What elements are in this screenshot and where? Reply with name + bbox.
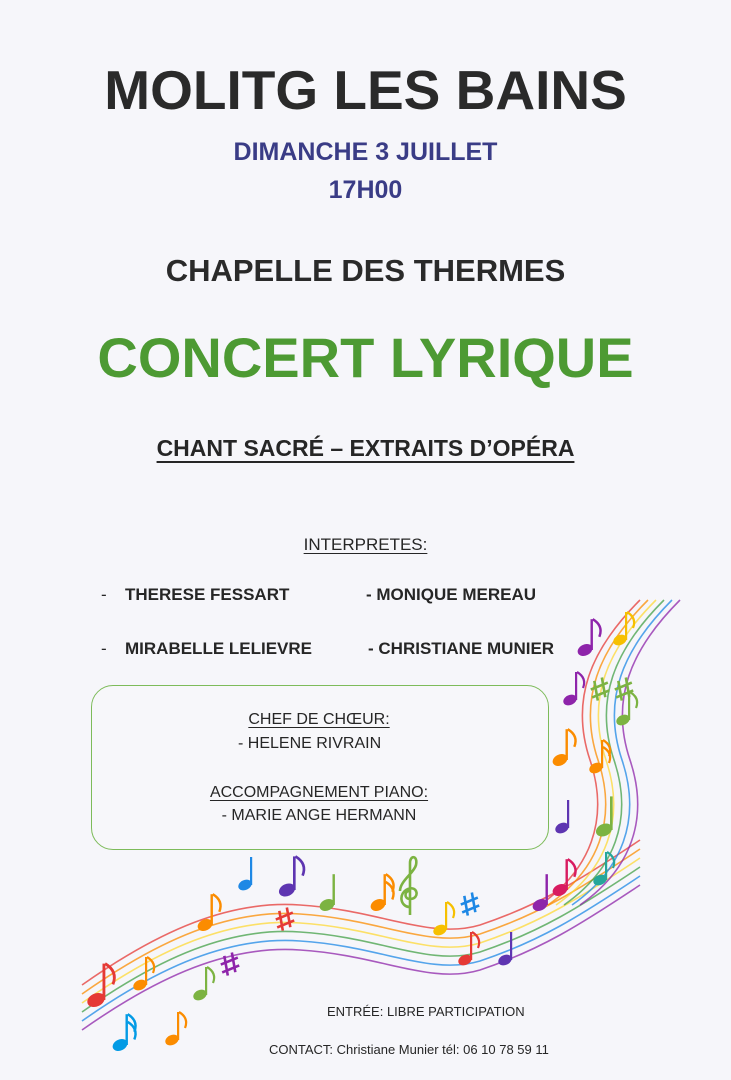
music-note-icon	[588, 740, 611, 775]
list-dash: -	[101, 585, 107, 604]
staff-line	[82, 849, 640, 994]
music-note-icon	[554, 800, 571, 835]
list-dash: -	[101, 639, 107, 658]
credits-box	[91, 685, 549, 850]
town-title: MOLITG LES BAINS	[104, 59, 627, 121]
performer-name: MIRABELLE LELIEVRE	[125, 639, 313, 658]
sharp-sign-icon	[459, 892, 481, 917]
event-date: DIMANCHE 3 JUILLET	[233, 138, 498, 166]
music-note-icon	[111, 1014, 136, 1053]
conductor-heading: CHEF DE CHŒUR:	[248, 711, 390, 728]
treble-clef-icon	[400, 857, 417, 915]
staff-line	[82, 840, 640, 985]
music-note-icon	[551, 729, 576, 768]
music-note-icon	[562, 672, 585, 707]
venue-name: CHAPELLE DES THERMES	[165, 253, 566, 288]
piano-heading: ACCOMPAGNEMENT PIANO:	[209, 784, 429, 801]
music-note-icon	[237, 857, 254, 892]
entry-info: ENTRÉE: LIBRE PARTICIPATION	[327, 1004, 525, 1019]
music-note-icon	[576, 619, 601, 658]
pianist-name: - MARIE ANGE HERMANN	[221, 807, 417, 824]
staff-line	[82, 876, 640, 1021]
music-note-icon	[277, 856, 304, 899]
concert-title: CONCERT LYRIQUE	[97, 326, 634, 389]
music-note-icon	[369, 874, 394, 913]
music-note-icon	[164, 1012, 187, 1047]
event-time: 17H00	[328, 176, 403, 204]
performer-name: - MONIQUE MEREAU	[366, 585, 536, 604]
staff-line	[548, 600, 648, 905]
music-note-icon	[531, 874, 550, 913]
performer-name: - CHRISTIANE MUNIER	[368, 639, 555, 658]
performers-heading: INTERPRETES:	[303, 535, 428, 554]
staff-line	[82, 858, 640, 1003]
conductor-name: - HELENE RIVRAIN	[238, 735, 382, 752]
concert-subtitle: CHANT SACRÉ – EXTRAITS D’OPÉRA	[156, 435, 575, 461]
music-note-icon	[196, 894, 221, 933]
performer-name: THERESE FESSART	[125, 585, 290, 604]
music-note-icon	[497, 932, 514, 967]
sharp-sign-icon	[274, 907, 296, 932]
contact-info: CONTACT: Christiane Munier tél: 06 10 78 59 11	[269, 1042, 549, 1057]
music-note-icon	[432, 902, 455, 937]
music-note-icon	[318, 874, 337, 913]
music-note-icon	[192, 967, 215, 1002]
